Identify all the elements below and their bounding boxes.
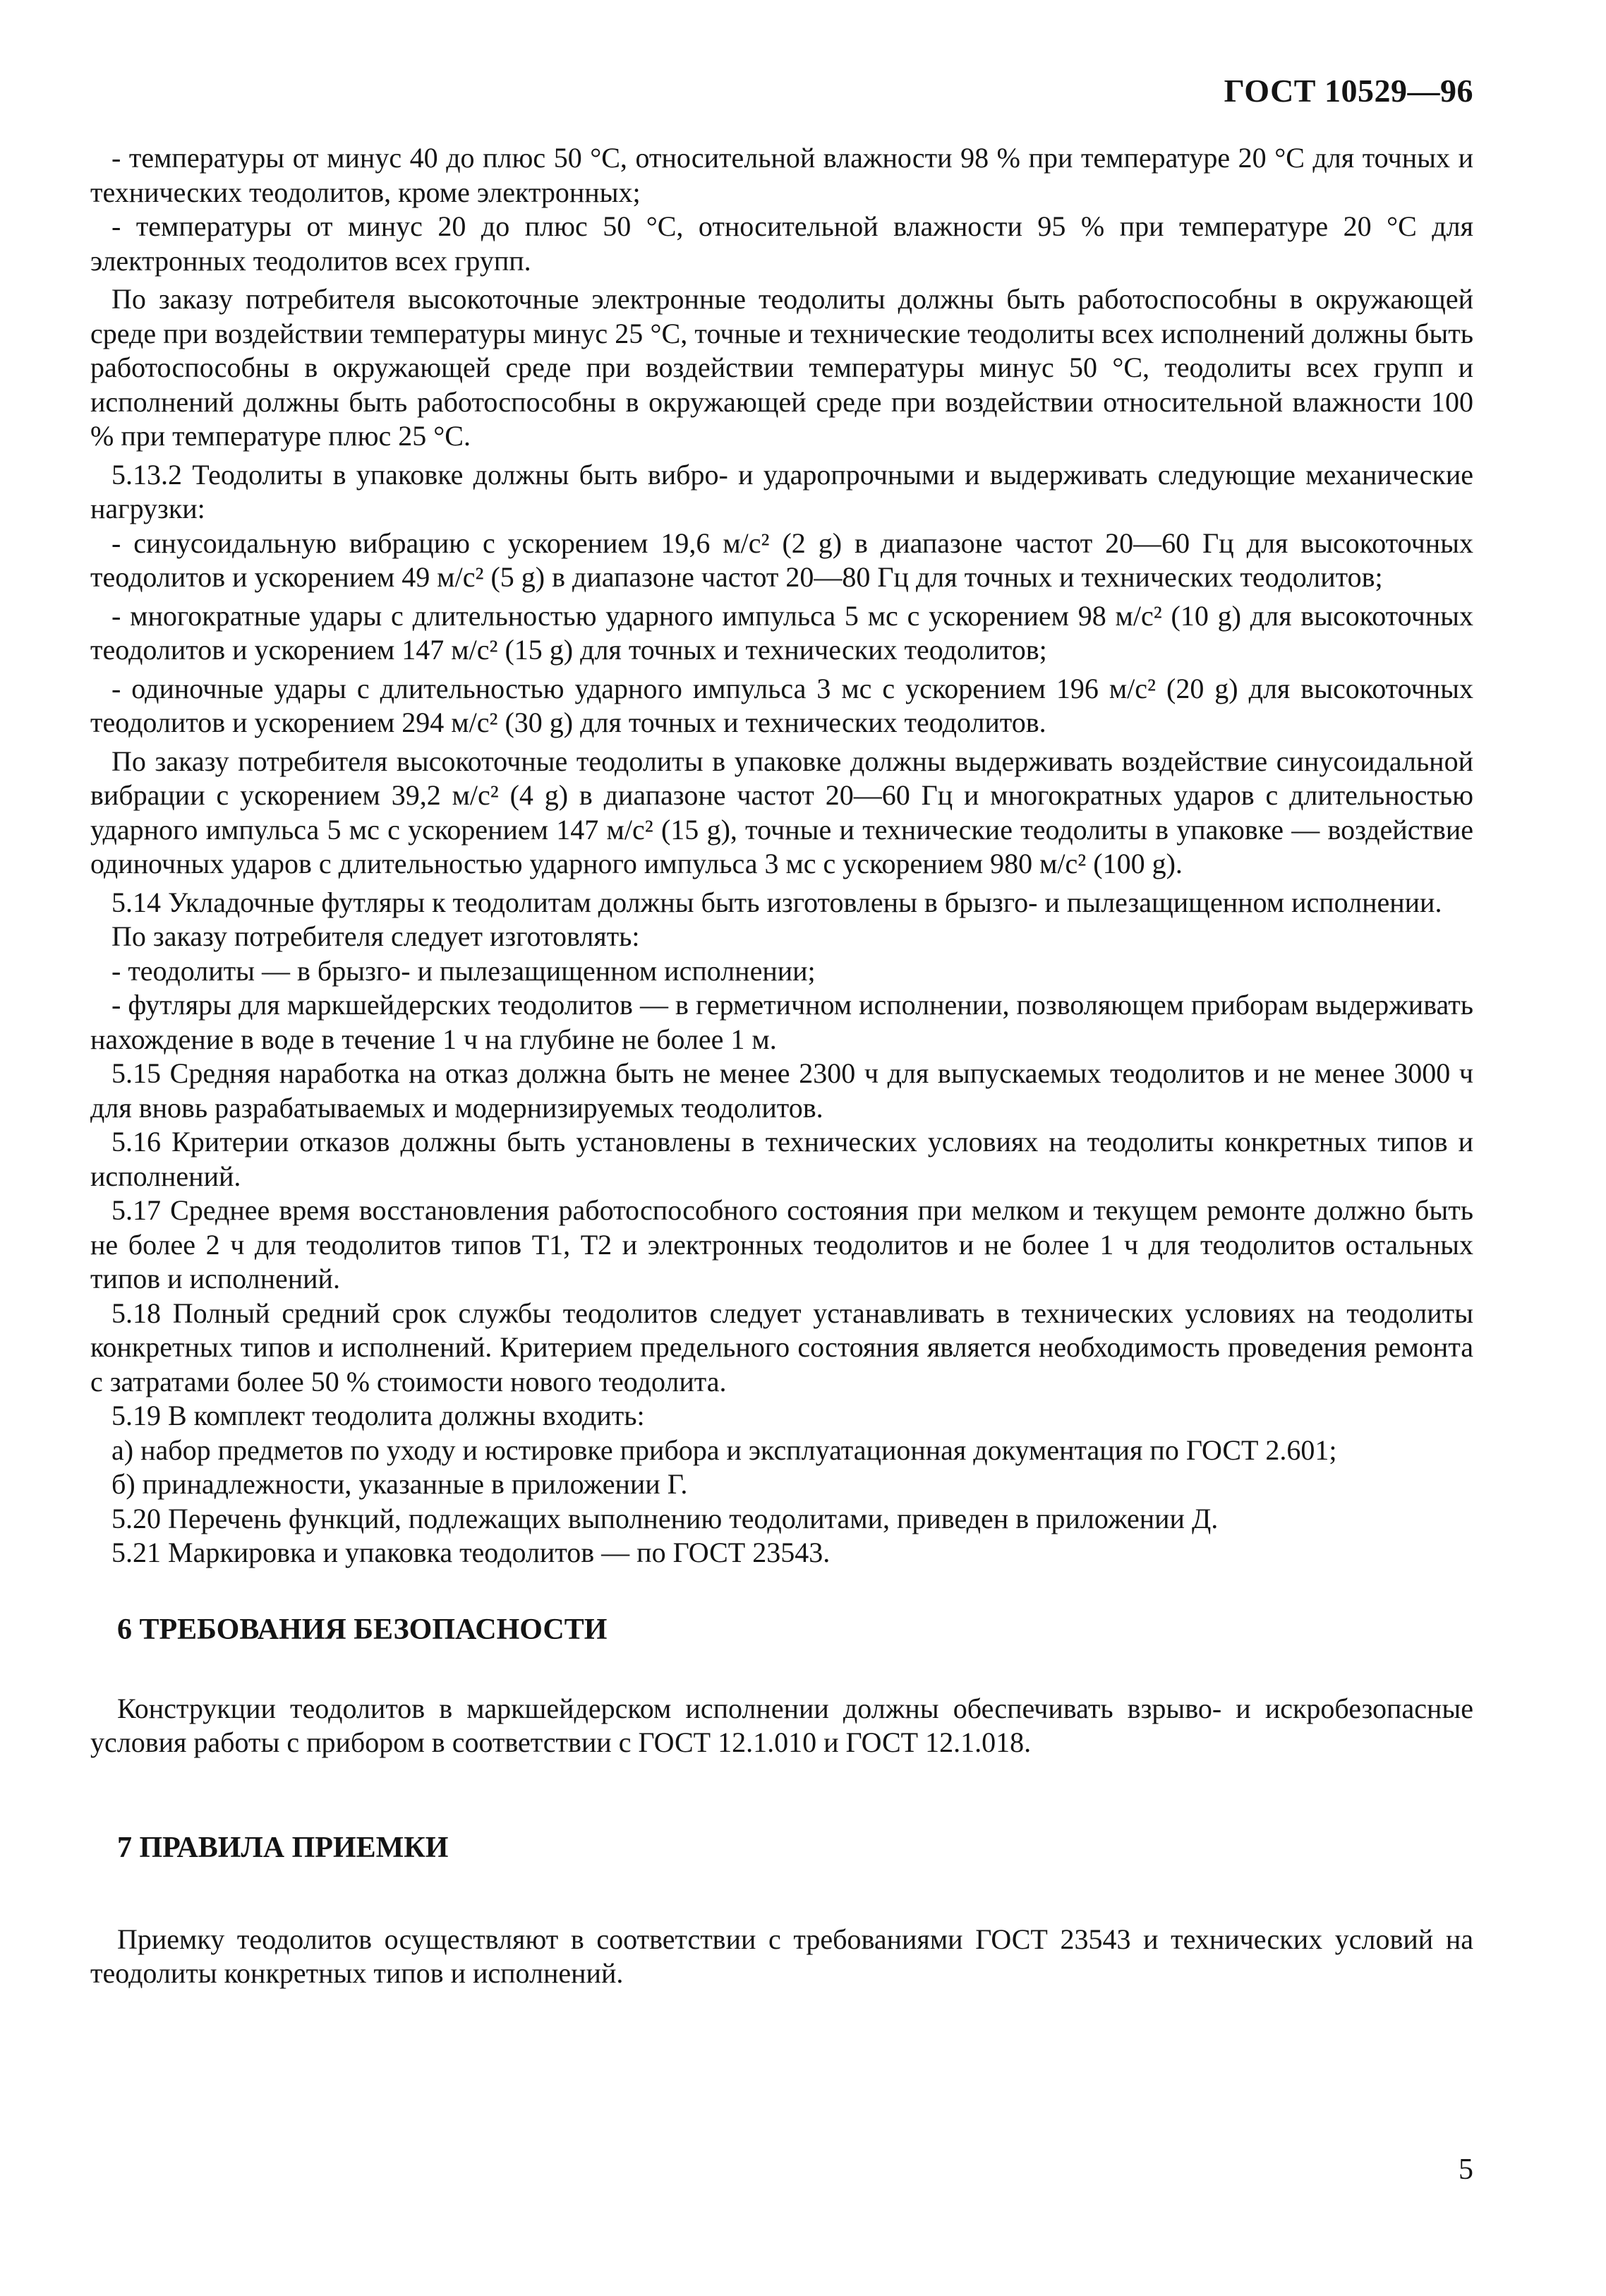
paragraph-6: - многократные удары с длительностью ударного импульса 5 мс с ускорением 98 м/с² (10 g) для высокоточных теодолитов и ускорением 147 м/с² (15 g) для точных и технических теодолитов; <box>90 599 1473 666</box>
paragraph-18: а) набор предметов по уходу и юстировке прибора и эксплуатационная документация по ГОСТ 2.601; <box>111 1434 1337 1466</box>
section-6-heading: 6 ТРЕБОВАНИЯ БЕЗОПАСНОСТИ <box>117 1613 608 1646</box>
paragraph-12: - футляры для маркшейдерских теодолитов — в герметичном исполнении, позволяющем приборам выдерживать нахождение в воде в течение 1 ч на глубине не более 1 м. <box>90 989 1473 1055</box>
paragraph-5: - синусоидальную вибрацию с ускорением 19,6 м/с² (2 g) в диапазоне частот 20—60 Гц для высокоточных теодолитов и ускорением 49 м/с² (5 g) в диапазоне частот 20—80 Гц для точных и технических теодолитов; <box>90 527 1473 593</box>
paragraph-10: По заказу потребителя следует изготовлять: <box>111 920 640 952</box>
section-7-heading: 7 ПРАВИЛА ПРИЕМКИ <box>117 1831 449 1864</box>
paragraph-16: 5.18 Полный средний срок службы теодолитов следует устанавливать в технических условиях на теодолиты конкретных типов и исполнений. Критерием предельного состояния является необходимость проведения ремонта с затратами более 50 % стоимости нового теодолита. <box>90 1297 1473 1398</box>
paragraph-4: 5.13.2 Теодолиты в упаковке должны быть вибро- и ударопрочными и выдерживать следующие механические нагрузки: <box>90 458 1473 524</box>
paragraph-8: По заказу потребителя высокоточные теодолиты в упаковке должны выдерживать воздействие синусоидальной вибрации с ускорением 39,2 м/с² (4 g) в диапазоне частот 20—60 Гц и многократных ударов с длительностью ударного импульса 5 мс с ускорением 147 м/с² (15 g), точные и технические теодолиты в упаковке — воздействие одиночных ударов с длительностью ударного импульса 3 мс с ускорением 980 м/с² (100 g). <box>90 745 1473 879</box>
paragraph-1: - температуры от минус 40 до плюс 50 °С, относительной влажности 98 % при температуре 20 °С для точных и технических теодолитов, кроме электронных; <box>90 142 1473 208</box>
paragraph-3: По заказу потребителя высокоточные электронные теодолиты должны быть работоспособны в окружающей среде при воздействии температуры минус 25 °С, точные и технические теодолиты всех исполнений должны быть работоспособны в окружающей среде при воздействии температуры минус 50 °С, теодолиты всех групп и исполнений должны быть работоспособны в окружающей среде при воздействии относительной влажности 100 % при температуре плюс 25 °С. <box>90 283 1473 452</box>
paragraph-9: 5.14 Укладочные футляры к теодолитам должны быть изготовлены в брызго- и пылезащищенном исполнении. <box>111 886 1442 918</box>
document-body <box>90 141 1473 1991</box>
paragraph-2: - температуры от минус 20 до плюс 50 °С, относительной влажности 95 % при температуре 20 °С для электронных теодолитов всех групп. <box>90 210 1473 277</box>
document-code-header: ГОСТ 10529—96 <box>1224 73 1473 109</box>
paragraph-7: - одиночные удары с длительностью ударного импульса 3 мс с ускорением 196 м/с² (20 g) для высокоточных теодолитов и ускорением 294 м/с² (30 g) для точных и технических теодолитов. <box>90 672 1473 738</box>
paragraph-11: - теодолиты — в брызго- и пылезащищенном исполнении; <box>111 954 816 987</box>
paragraph-20: 5.20 Перечень функций, подлежащих выполнению теодолитами, приведен в приложении Д. <box>111 1502 1219 1534</box>
paragraph-17: 5.19 В комплект теодолита должны входить: <box>111 1400 645 1431</box>
paragraph-21: 5.21 Маркировка и упаковка теодолитов — по ГОСТ 23543. <box>111 1537 831 1568</box>
paragraph-15: 5.17 Среднее время восстановления работоспособного состояния при мелком и текущем ремонте должно быть не более 2 ч для теодолитов типов Т1, Т2 и электронных теодолитов и не более 1 ч для теодолитов остальных типов и исполнений. <box>90 1194 1473 1294</box>
paragraph-14: 5.16 Критерии отказов должны быть установлены в технических условиях на теодолиты конкретных типов и исполнений. <box>90 1126 1473 1192</box>
section-6-text: Конструкции теодолитов в маркшейдерском исполнении должны обеспечивать взрыво- и искробезопасные условия работы с прибором в соответствии с ГОСТ 12.1.010 и ГОСТ 12.1.018. <box>90 1692 1473 1758</box>
page-number: 5 <box>1459 2153 1473 2186</box>
section-7-text: Приемку теодолитов осуществляют в соответствии с требованиями ГОСТ 23543 и технических условий на теодолиты конкретных типов и исполнений. <box>90 1923 1473 1989</box>
paragraph-19: б) принадлежности, указанные в приложении Г. <box>111 1468 688 1500</box>
paragraph-13: 5.15 Средняя наработка на отказ должна быть не менее 2300 ч для выпускаемых теодолитов и не менее 3000 ч для вновь разрабатываемых и модернизируемых теодолитов. <box>90 1057 1473 1124</box>
